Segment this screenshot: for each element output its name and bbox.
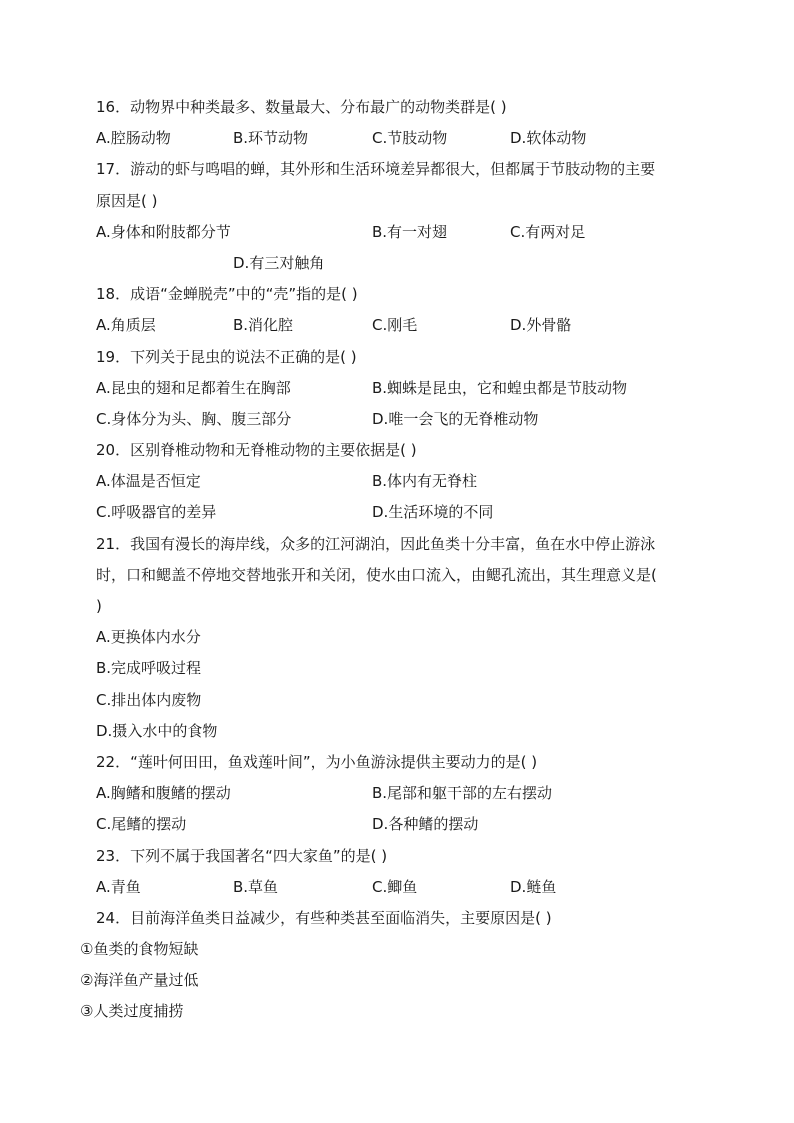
question-18-options bbox=[96, 310, 706, 341]
option-1 bbox=[80, 934, 706, 965]
question-22-options-row-2 bbox=[96, 809, 706, 840]
question-23-stem: 23．下列不属于我国著名“四大家鱼”的是( ) bbox=[96, 846, 388, 865]
question-19-options-row-1 bbox=[96, 373, 706, 404]
option-3 bbox=[80, 996, 706, 1027]
option-a: A.身体和附肢都分节 bbox=[96, 222, 231, 241]
option-a: A.胸鳍和腹鳍的摆动 bbox=[96, 784, 231, 803]
question-16-options bbox=[96, 123, 706, 154]
option-b: B.草鱼 bbox=[233, 877, 279, 896]
option-2-text: ②海洋鱼产量过低 bbox=[80, 971, 199, 990]
question-20-stem: 20．区别脊椎动物和无脊椎动物的主要依据是( ) bbox=[96, 441, 417, 460]
option-d: D.各种鳍的摆动 bbox=[372, 815, 479, 834]
option-a: A.腔肠动物 bbox=[96, 129, 171, 148]
option-d: D.唯一会飞的无脊椎动物 bbox=[372, 409, 539, 428]
option-b: B.有一对翅 bbox=[372, 222, 448, 241]
option-c: C.节肢动物 bbox=[372, 129, 448, 148]
option-2 bbox=[80, 965, 706, 996]
option-b: B.消化腔 bbox=[233, 316, 294, 335]
question-22-stem: 22．“莲叶何田田，鱼戏莲叶间”，为小鱼游泳提供主要动力的是( ) bbox=[96, 752, 538, 771]
question-23-options bbox=[96, 872, 706, 903]
option-d: D.有三对触角 bbox=[233, 253, 325, 272]
option-b: B.完成呼吸过程 bbox=[96, 659, 202, 678]
question-17-stem-line-1: 17．游动的虾与鸣唱的蝉，其外形和生活环境差异都很大，但都属于节肢动物的主要 bbox=[96, 160, 656, 179]
option-d: D.软体动物 bbox=[510, 129, 587, 148]
question-21-stem-line-1: 21．我国有漫长的海岸线，众多的江河湖泊，因此鱼类十分丰富，鱼在水中停止游泳 bbox=[96, 534, 656, 553]
option-c: C.尾鳍的摆动 bbox=[96, 815, 187, 834]
question-17-options-row-1 bbox=[96, 217, 706, 248]
question-16-stem: 16．动物界中种类最多、数量最大、分布最广的动物类群是( ) bbox=[96, 98, 507, 116]
option-b: B.环节动物 bbox=[233, 129, 309, 148]
option-d: D.生活环境的不同 bbox=[372, 503, 494, 522]
option-c: C.鲫鱼 bbox=[372, 877, 418, 896]
option-a: A.青鱼 bbox=[96, 877, 141, 896]
option-a: A.角质层 bbox=[96, 316, 156, 335]
option-d: D.外骨骼 bbox=[510, 316, 572, 335]
question-17-stem-line-2: 原因是( ) bbox=[96, 191, 158, 210]
option-c: C.有两对足 bbox=[510, 222, 586, 241]
question-17-options-row-2 bbox=[96, 248, 706, 279]
option-1-text: ①鱼类的食物短缺 bbox=[80, 940, 199, 959]
option-d: D.摄入水中的食物 bbox=[96, 721, 218, 740]
option-d: D.鲢鱼 bbox=[510, 877, 557, 896]
option-a: A.体温是否恒定 bbox=[96, 472, 201, 491]
option-b: B.蜘蛛是昆虫，它和蝗虫都是节肢动物 bbox=[372, 378, 628, 397]
question-20-options-row-1 bbox=[96, 466, 706, 497]
option-3-text: ③人类过度捕捞 bbox=[80, 1002, 184, 1021]
option-c: C.排出体内废物 bbox=[96, 690, 202, 709]
question-18-stem: 18．成语“金蝉脱壳”中的“壳”指的是( ) bbox=[96, 285, 358, 304]
option-a: A.昆虫的翅和足都着生在胸部 bbox=[96, 378, 291, 397]
question-21-stem-line-2: 时，口和鳃盖不停地交替地张开和关闭，使水由口流入，由鳃孔流出，其生理意义是( bbox=[96, 565, 657, 584]
question-20-options-row-2 bbox=[96, 497, 706, 528]
question-19-stem: 19．下列关于昆虫的说法不正确的是( ) bbox=[96, 347, 357, 366]
option-c: C.身体分为头、胸、腹三部分 bbox=[96, 409, 292, 428]
option-a: A.更换体内水分 bbox=[96, 628, 201, 647]
question-22-options-row-1 bbox=[96, 778, 706, 809]
document-page bbox=[80, 92, 706, 1028]
question-21-stem-line-3: ) bbox=[96, 597, 102, 615]
option-c: C.呼吸器官的差异 bbox=[96, 503, 217, 522]
question-19-options-row-2 bbox=[96, 404, 706, 435]
option-b: B.尾部和躯干部的左右摆动 bbox=[372, 784, 553, 803]
option-c: C.刚毛 bbox=[372, 316, 418, 335]
question-24-stem: 24．目前海洋鱼类日益减少，有些种类甚至面临消失，主要原因是( ) bbox=[96, 908, 552, 927]
option-b: B.体内有无脊柱 bbox=[372, 472, 478, 491]
